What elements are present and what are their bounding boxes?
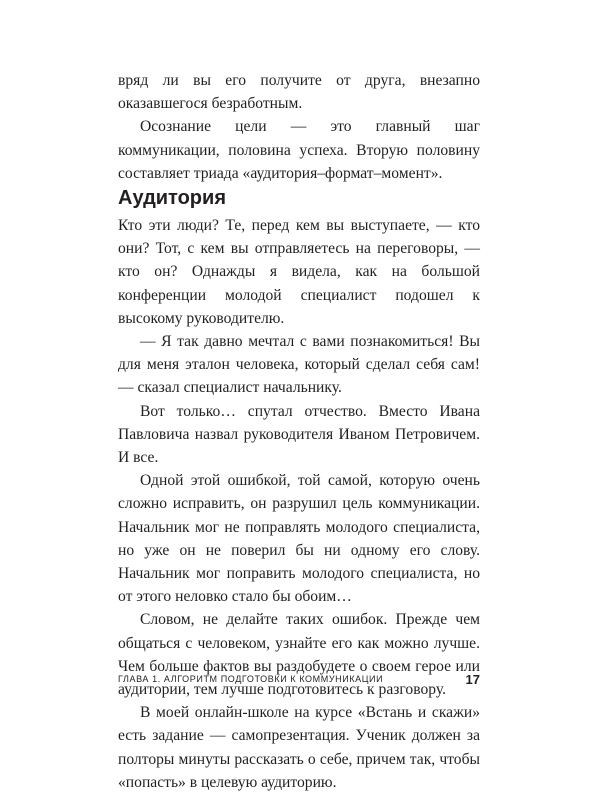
paragraph-audience-intro: Кто эти люди? Те, перед кем вы выступаете, — кто они? Тот, с кем вы отправляетесь на переговоры, — кто он? Однажды я видела, как на большой конференции молодой специалист подошел к высокому руководителю. — [118, 217, 480, 327]
paragraph-patronymic: Вот только… спутал отчество. Вместо Ивана Павловича назвал руководителя Иваном Петровичем. И все. — [118, 402, 480, 467]
section-heading: Аудитория — [118, 187, 226, 209]
paragraph-goal-awareness: Осознание цели — это главный шаг коммуникации, половина успеха. Вторую половину составляет триада «аудитория–формат–момент». — [118, 118, 480, 182]
paragraph-continuation: вряд ли вы его получите от друга, внезапно оказавшегося безработным. — [118, 72, 480, 113]
running-head: ГЛАВА 1. АЛГОРИТМ ПОДГОТОВКИ К КОММУНИКАЦИИ — [118, 674, 384, 684]
paragraph-dialogue: — Я так давно мечтал с вами познакомиться! Вы для меня эталон человека, который сделал себя сам! — сказал специалист начальнику. — [118, 333, 480, 397]
paragraph-mistake: Одной этой ошибкой, той самой, которую очень сложно исправить, он разрушил цель коммуникации. Начальник мог не поправлять молодого специалиста, но уже он не поверил бы ни одному его слову. Начальник мог поправить молодого специалиста, но от этого неловко стало бы обоим… — [118, 472, 480, 606]
paragraph-online-school: В моей онлайн-школе на курсе «Встань и скажи» есть задание — самопрезентация. Ученик должен за полторы минуты рассказать о себе, причем так, чтобы «попасть» в целевую аудиторию. — [118, 704, 480, 791]
top-text-block — [118, 69, 480, 185]
page-footer — [118, 673, 480, 689]
page-number: 17 — [465, 672, 480, 687]
section-text-block — [118, 214, 480, 794]
paragraph-advice: Словом, не делайте таких ошибок. Прежде чем общаться с человеком, узнайте его как можно лучше. Чем больше фактов вы раздобудете о своем герое или аудитории, тем лучше подготовитесь к разговору. — [118, 611, 480, 699]
